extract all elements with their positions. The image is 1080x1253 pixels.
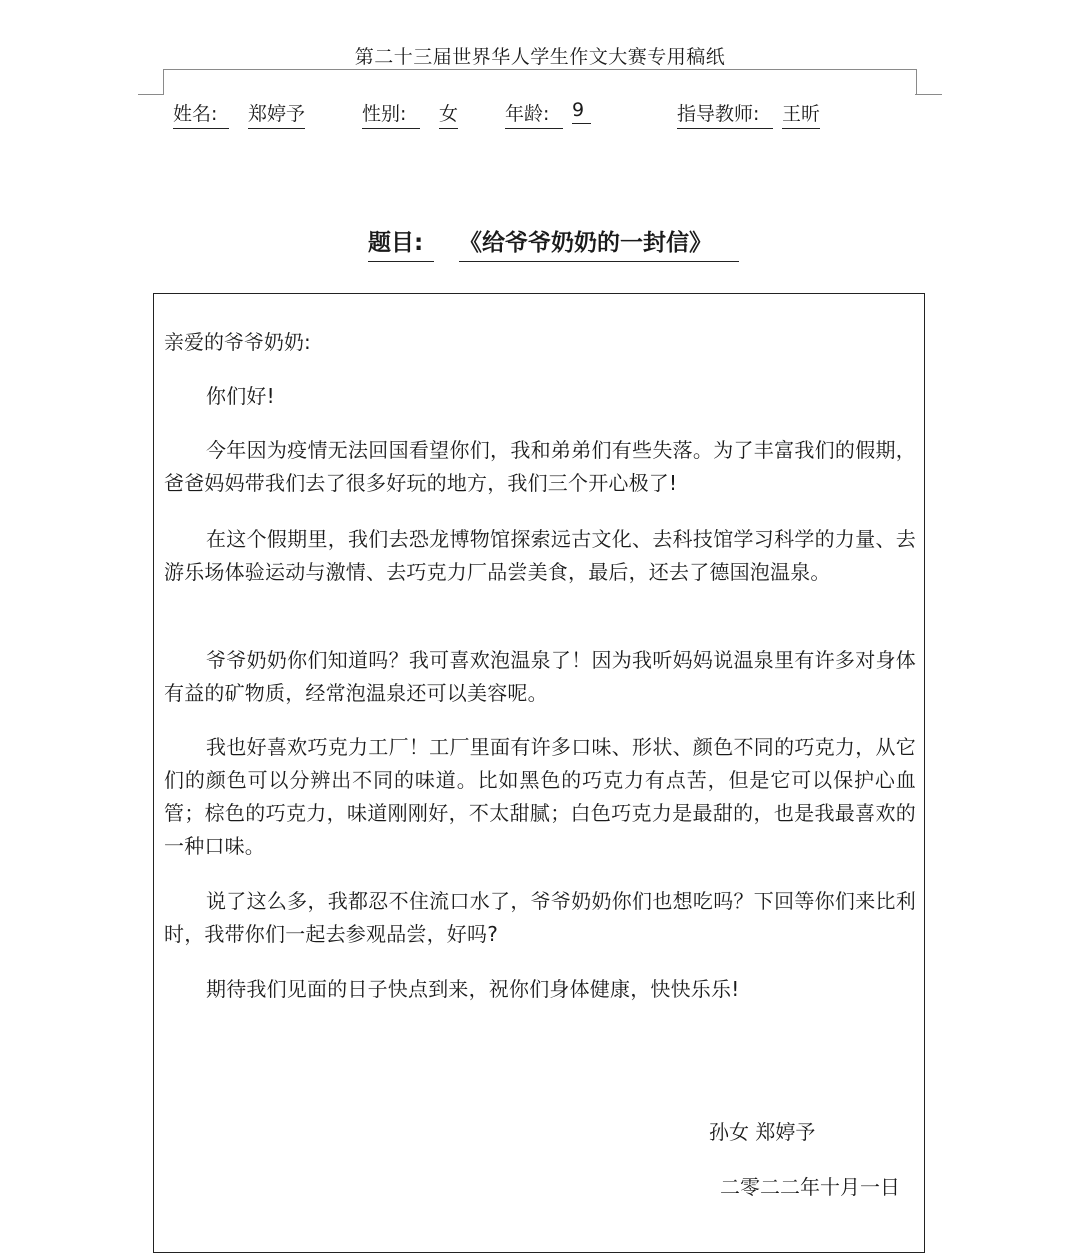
paragraph-4: 我也好喜欢巧克力工厂！工厂里面有许多口味、形状、颜色不同的巧克力，从它们的颜色可以分辨出不同的味道。比如黑色的巧克力有点苦，但是它可以保护心血管；棕色的巧克力，味道刚刚好，不太甜腻；白色巧克力是最甜的，也是我最喜欢的一种口味。: [164, 735, 916, 858]
paragraph-3: 爷爷奶奶你们知道吗？我可喜欢泡温泉了！因为我听妈妈说温泉里有许多对身体有益的矿物质，经常泡温泉还可以美容呢。: [164, 648, 916, 705]
gender-value: 女: [439, 99, 458, 129]
header-rule: [163, 69, 917, 95]
teacher-label: 指导教师:: [677, 99, 773, 129]
paragraph-greeting: 你们好!: [206, 384, 275, 408]
paper-header-title: 第二十三届世界华人学生作文大赛专用稿纸: [354, 46, 726, 68]
age-label: 年龄:: [505, 99, 563, 129]
age-value: 9: [572, 99, 591, 124]
essay-title: 《给爷爷奶奶的一封信》: [459, 224, 739, 262]
header-rule-tick-right: [915, 94, 942, 95]
signature: 孙女 郑婷予: [709, 1120, 816, 1144]
paragraph-closing: 期待我们见面的日子快点到来，祝你们身体健康，快快乐乐!: [206, 977, 740, 1001]
teacher-value: 王昕: [782, 99, 820, 129]
paragraph-5: 说了这么多，我都忍不住流口水了，爷爷奶奶你们也想吃吗？下回等你们来比利时，我带你们一起去参观品尝，好吗?: [164, 889, 916, 946]
paragraph-1: 今年因为疫情无法回国看望你们，我和弟弟们有些失落。为了丰富我们的假期，爸爸妈妈带我们去了很多好玩的地方，我们三个开心极了!: [164, 438, 916, 495]
header-rule-tick-left: [138, 94, 163, 95]
paragraph-2: 在这个假期里，我们去恐龙博物馆探索远古文化、去科技馆学习科学的力量、去游乐场体验运动与激情、去巧克力厂品尝美食，最后，还去了德国泡温泉。: [164, 527, 916, 584]
name-label: 姓名:: [173, 99, 229, 129]
letter-date: 二零二二年十月一日: [720, 1175, 900, 1199]
salutation: 亲爱的爷爷奶奶:: [164, 330, 311, 354]
name-value: 郑婷予: [248, 99, 305, 129]
gender-label: 性别:: [362, 99, 420, 129]
title-label: 题目:: [368, 224, 434, 262]
